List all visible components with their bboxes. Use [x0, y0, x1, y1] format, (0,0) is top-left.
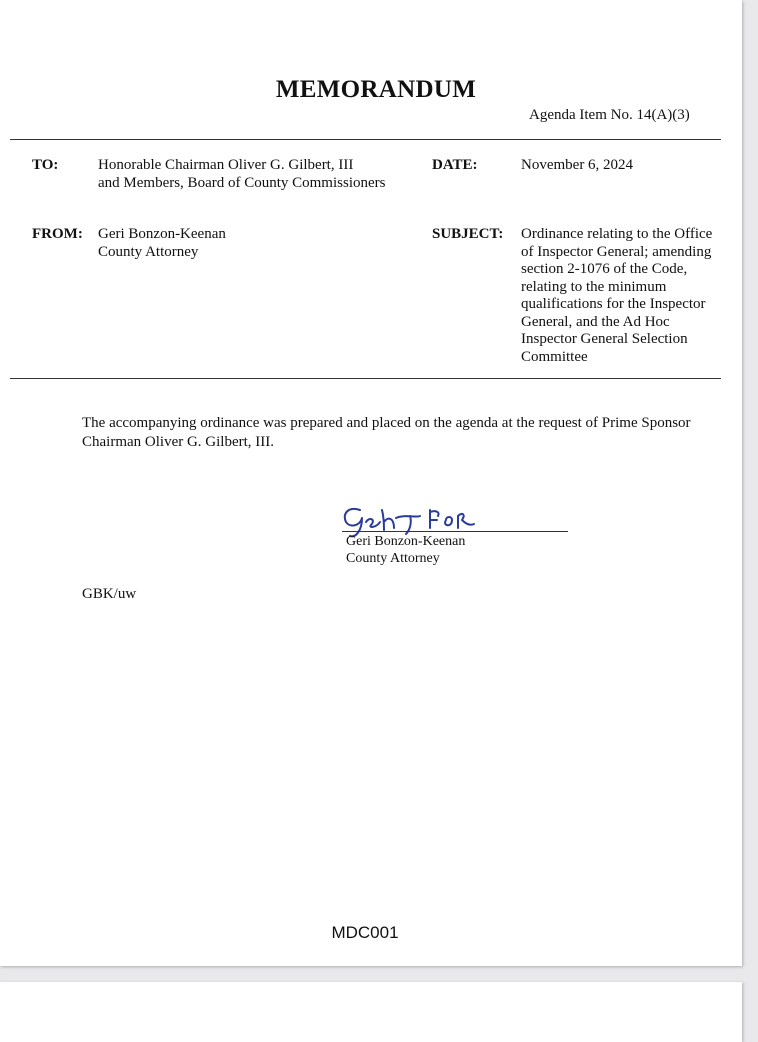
header-bottom-rule [10, 378, 721, 379]
to-line: and Members, Board of County Commissioners [98, 174, 386, 191]
subject-line: Ordinance relating to the Office [521, 226, 713, 242]
body-line: The accompanying ordinance was prepared and placed on the agenda at the request of Prime Sponsor [82, 415, 691, 431]
from-value [98, 226, 226, 261]
to-label: TO: [32, 157, 59, 173]
from-line: Geri Bonzon-Keenan [98, 226, 226, 242]
subject-line: General, and the Ad Hoc [521, 313, 670, 330]
signature-name: Geri Bonzon-Keenan [346, 534, 466, 549]
agenda-item: Agenda Item No. 14(A)(3) [529, 107, 690, 123]
memo-body [82, 414, 702, 452]
typist-initials: GBK/uw [82, 586, 137, 602]
subject-line: Inspector General Selection [521, 331, 688, 347]
subject-line: of Inspector General; amending [521, 243, 712, 260]
header-top-rule [10, 139, 721, 140]
to-line: Honorable Chairman Oliver G. Gilbert, III [98, 157, 354, 173]
subject-line: relating to the minimum [521, 278, 667, 295]
subject-line: section 2-1076 of the Code, [521, 261, 688, 277]
subject-label: SUBJECT: [432, 226, 504, 242]
document-code: MDC001 [331, 923, 399, 942]
memo-title: MEMORANDUM [275, 76, 477, 103]
subject-value [521, 226, 712, 366]
to-value [98, 157, 385, 192]
body-line: Chairman Oliver G. Gilbert, III. [82, 434, 275, 450]
signature-block [346, 533, 465, 567]
next-page-edge [0, 982, 742, 1042]
from-label: FROM: [32, 226, 83, 242]
subject-line: qualifications for the Inspector [521, 296, 706, 312]
signature-title: County Attorney [346, 551, 440, 566]
date-label: DATE: [432, 157, 478, 173]
signature-line [342, 531, 568, 532]
date-value: November 6, 2024 [521, 157, 634, 173]
from-line: County Attorney [98, 243, 199, 260]
subject-line: Committee [521, 348, 588, 365]
